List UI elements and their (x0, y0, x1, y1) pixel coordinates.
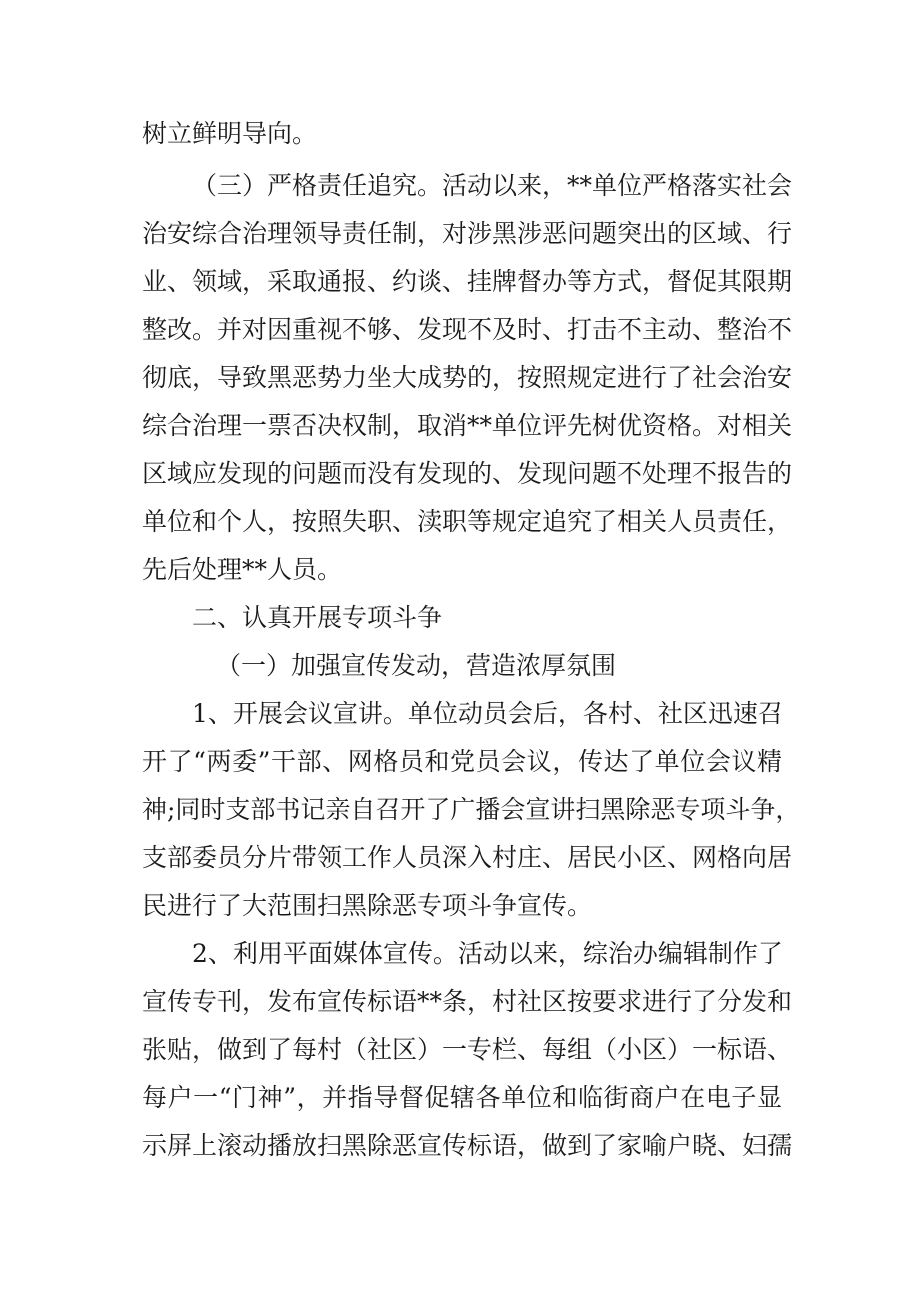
text-line-19: 宣传专刊，发布宣传标语**条，村社区按要求进行了分发和 (142, 987, 793, 1016)
text-line-3: 治安综合治理领导责任制，对涉黑涉恶问题突出的区域、行 (142, 219, 793, 248)
text-line-14: 开了“两委”干部、网格员和党员会议，传达了单位会议精 (142, 747, 782, 776)
text-line-8: 区域应发现的问题而没有发现的、发现问题不处理不报告的 (142, 459, 793, 488)
text-line-10: 先后处理**人员。 (142, 555, 343, 584)
text-line-18: 2、利用平面媒体宣传。活动以来，综治办编辑制作了 (192, 939, 783, 968)
text-line-20: 张贴，做到了每村（社区）一专栏、每组（小区）一标语、 (142, 1035, 793, 1064)
text-line-21: 每户一“门神”，并指导督促辖各单位和临街商户在电子显 (142, 1083, 782, 1112)
text-line-16: 支部委员分片带领工作人员深入村庄、居民小区、网格向居 (142, 843, 793, 872)
text-line-6: 彻底，导致黑恶势力坐大成势的，按照规定进行了社会治安 (142, 363, 793, 392)
text-line-22: 示屏上滚动播放扫黑除恶宣传标语，做到了家喻户晓、妇孺 (142, 1131, 793, 1160)
text-line-7: 综合治理一票否决权制，取消**单位评先树优资格。对相关 (142, 411, 793, 440)
text-line-4: 业、领域，采取通报、约谈、挂牌督办等方式，督促其限期 (142, 267, 793, 296)
text-line-1: 树立鲜明导向。 (142, 119, 318, 148)
text-line-13: 1、开展会议宣讲。单位动员会后，各村、社区迅速召 (192, 699, 783, 728)
text-line-9: 单位和个人，按照失职、渎职等规定追究了相关人员责任， (142, 507, 793, 536)
section-heading: 二、认真开展专项斗争 (192, 603, 443, 632)
text-line-5: 整改。并对因重视不够、发现不及时、打击不主动、整治不 (142, 315, 793, 344)
text-line-2: （三）严格责任追究。活动以来，**单位严格落实社会 (192, 171, 793, 200)
subsection-heading: （一）加强宣传发动，营造浓厚氛围 (216, 651, 617, 680)
text-line-15: 神;同时支部书记亲自召开了广播会宣讲扫黑除恶专项斗争， (142, 795, 801, 824)
text-line-17: 民进行了大范围扫黑除恶专项斗争宣传。 (142, 891, 593, 920)
